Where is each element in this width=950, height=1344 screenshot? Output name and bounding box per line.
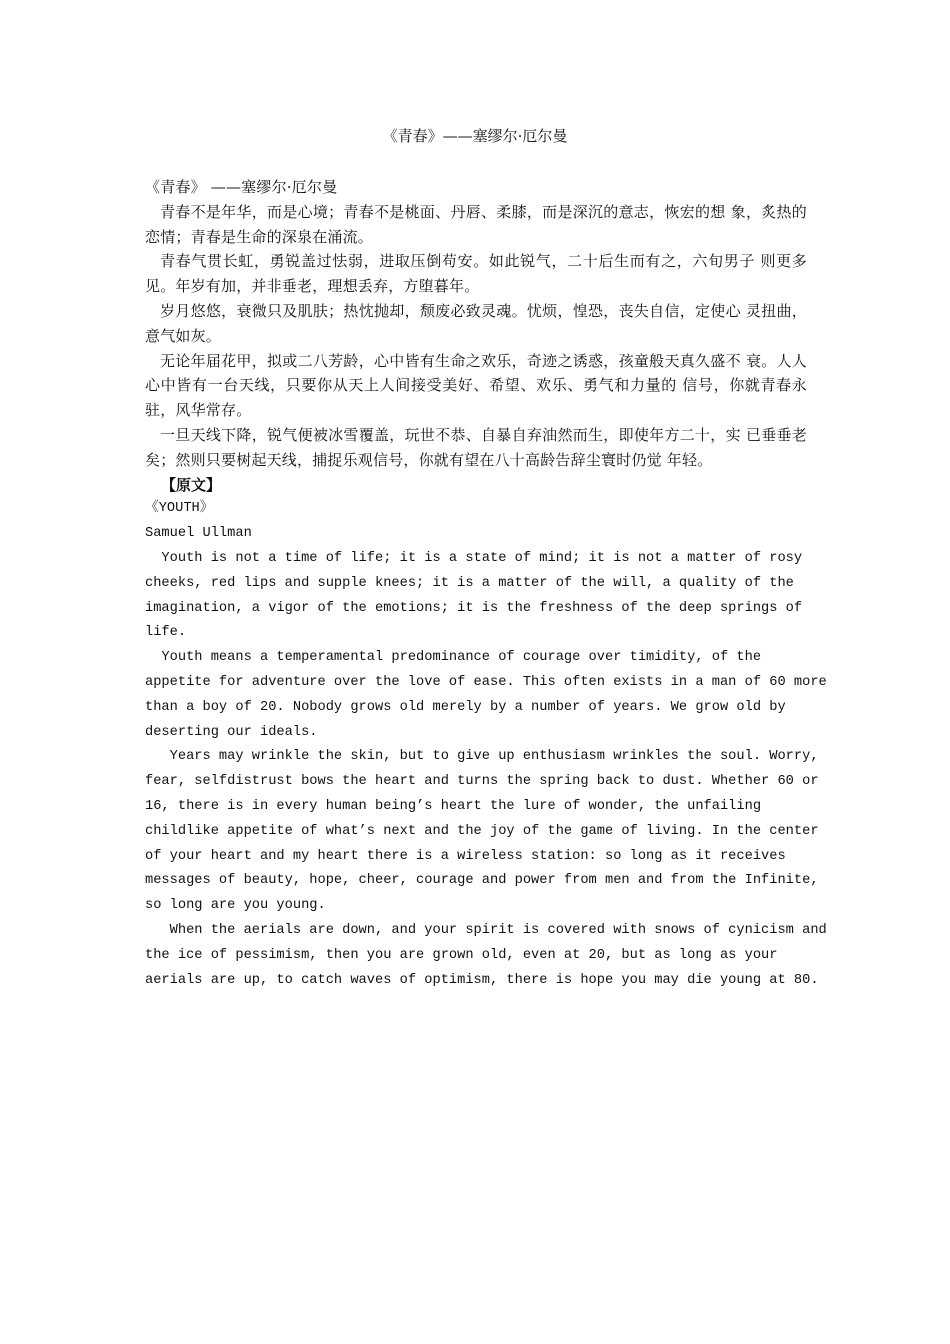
en-line: messages of beauty, hope, cheer, courage and power from men and from the Infinite, bbox=[145, 873, 819, 889]
en-line: cheeks, red lips and supple knees; it is a matter of the will, a quality of the bbox=[145, 575, 794, 591]
en-line: When the aerials are down, and your spirit is covered with snows of cynicism and bbox=[145, 922, 827, 938]
en-line: than a boy of 20. Nobody grows old merely by a number of years. We grow old by bbox=[145, 699, 786, 715]
en-line: Youth is not a time of life; it is a state of mind; it is not a matter of rosy bbox=[145, 550, 803, 566]
en-line: aerials are up, to catch waves of optimism, there is hope you may die young at 80. bbox=[145, 972, 819, 988]
en-line: Youth means a temperamental predominance of courage over timidity, of the bbox=[145, 650, 762, 666]
en-title: 《YOUTH》 bbox=[145, 501, 214, 517]
en-paragraph bbox=[145, 745, 819, 919]
en-line: imagination, a vigor of the emotions; it is the freshness of the deep springs of bbox=[145, 600, 803, 616]
cn-paragraph: 青春不是年华，而是心境；青春不是桃面、丹唇、柔膝，而是深沉的意志，恢宏的想 象，炙热的恋情；青春是生命的深泉在涌流。 bbox=[145, 202, 807, 246]
en-line: of your heart and my heart there is a wireless station: so long as it receives bbox=[145, 848, 786, 864]
document-body bbox=[145, 175, 827, 993]
page-title: 《青春》——塞缪尔·厄尔曼 bbox=[382, 127, 568, 145]
cn-title-line: 《青春》 ——塞缪尔·厄尔曼 bbox=[145, 178, 338, 196]
cn-paragraph: 一旦天线下降，锐气便被冰雪覆盖，玩世不恭、自暴自弃油然而生，即使年方二十，实 已垂垂老矣；然则只要树起天线，捕捉乐观信号，你就有望在八十高龄告辞尘寰时仍觉 年轻。 bbox=[145, 425, 807, 469]
en-paragraph bbox=[145, 547, 807, 646]
en-line: 16, there is in every human being’s heart the lure of wonder, the unfailing bbox=[145, 798, 762, 814]
en-author: Samuel Ullman bbox=[145, 526, 252, 542]
en-paragraph bbox=[145, 919, 827, 993]
en-line: fear, selfdistrust bows the heart and turns the spring back to dust. Whether 60 or bbox=[145, 774, 819, 790]
en-line: childlike appetite of what’s next and the joy of the game of living. In the center bbox=[145, 823, 819, 839]
original-text-heading: 【原文】 bbox=[161, 475, 222, 494]
cn-paragraph: 青春气贯长虹，勇锐盖过怯弱，进取压倒苟安。如此锐气，二十后生而有之，六旬男子 则更多见。年岁有加，并非垂老，理想丢弃，方堕暮年。 bbox=[145, 252, 807, 296]
en-line: deserting our ideals. bbox=[145, 724, 318, 740]
cn-paragraph: 无论年届花甲，拟或二八芳龄，心中皆有生命之欢乐，奇迹之诱惑，孩童般天真久盛不 衰。人人心中皆有一台天线，只要你从天上人间接受美好、希望、欢乐、勇气和力量的 信号，你就青春永驻，风华常存。 bbox=[145, 351, 807, 420]
en-line: life. bbox=[145, 625, 187, 641]
en-line: appetite for adventure over the love of ease. This often exists in a man of 60 more bbox=[145, 674, 827, 690]
cn-paragraph: 岁月悠悠，衰微只及肌肤；热忱抛却，颓废必致灵魂。忧烦，惶恐，丧失自信，定使心 灵扭曲，意气如灰。 bbox=[145, 301, 807, 345]
en-line: the ice of pessimism, then you are grown old, even at 20, but as long as your bbox=[145, 947, 778, 963]
en-paragraph bbox=[145, 646, 827, 745]
en-line: so long are you young. bbox=[145, 898, 326, 914]
en-line: Years may wrinkle the skin, but to give up enthusiasm wrinkles the soul. Worry, bbox=[145, 749, 819, 765]
